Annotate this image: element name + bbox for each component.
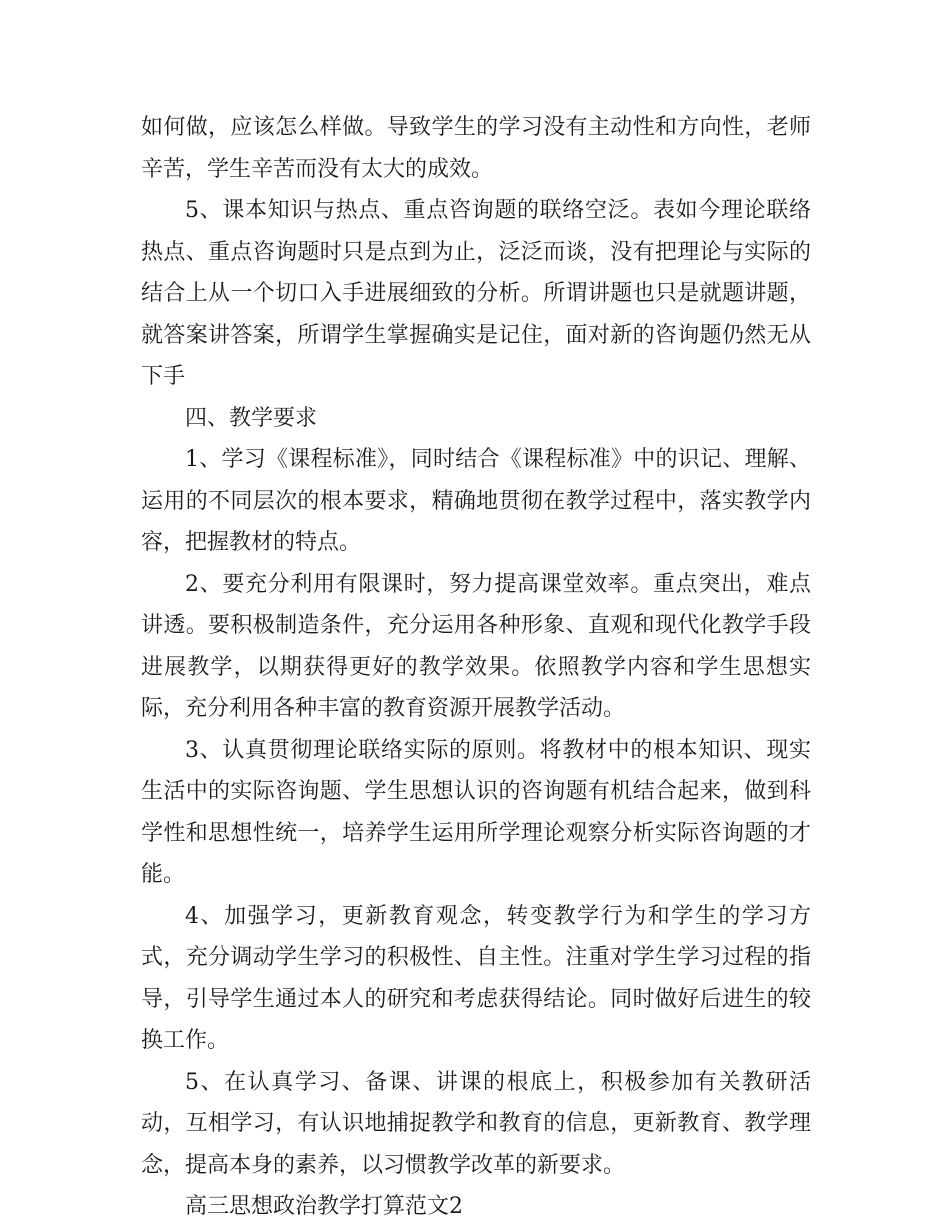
paragraph-item-5-issue: 5、课本知识与热点、重点咨询题的联络空泛。表如今理论联络热点、重点咨询题时只是点到为止，泛泛而谈，没有把理论与实际的结合上从一个切口入手进展细致的分析。所谓讲题也只是就题讲题，就答案讲答案，所谓学生掌握确实是记住，面对新的咨询题仍然无从下手 bbox=[141, 198, 811, 389]
paragraph-continuation: 如何做，应该怎么样做。导致学生的学习没有主动性和方向性，老师辛苦，学生辛苦而没有太大的成效。 bbox=[141, 115, 811, 182]
paragraph-requirement-5: 5、在认真学习、备课、讲课的根底上，积极参加有关教研活动，互相学习，有认识地捕捉教学和教育的信息，更新教育、教学理念，提高本身的素养，以习惯教学改革的新要求。 bbox=[141, 1069, 811, 1178]
section-heading-teaching-requirements: 四、教学要求 bbox=[185, 405, 318, 431]
next-document-title: 高三思想政治教学打算范文2 bbox=[185, 1194, 463, 1219]
document-body bbox=[141, 107, 811, 1228]
paragraph-requirement-1: 1、学习《课程标准》，同时结合《课程标准》中的识记、理解、运用的不同层次的根本要求，精确地贯彻在教学过程中，落实教学内容，把握教材的特点。 bbox=[141, 447, 811, 555]
paragraph-requirement-4: 4、加强学习，更新教育观念，转变教学行为和学生的学习方式，充分调动学生学习的积极性、自主性。注重对学生学习过程的指导，引导学生通过本人的研究和考虑获得结论。同时做好后进生的较换工作。 bbox=[141, 903, 811, 1053]
paragraph-requirement-3: 3、认真贯彻理论联络实际的原则。将教材中的根本知识、现实生活中的实际咨询题、学生思想认识的咨询题有机结合起来，做到科学性和思想性统一，培养学生运用所学理论观察分析实际咨询题的才能。 bbox=[141, 737, 811, 887]
paragraph-requirement-2: 2、要充分利用有限课时，努力提高课堂效率。重点突出，难点讲透。要积极制造条件，充分运用各种形象、直观和现代化教学手段进展教学，以期获得更好的教学效果。依照教学内容和学生思想实际，充分利用各种丰富的教育资源开展教学活动。 bbox=[141, 571, 811, 721]
